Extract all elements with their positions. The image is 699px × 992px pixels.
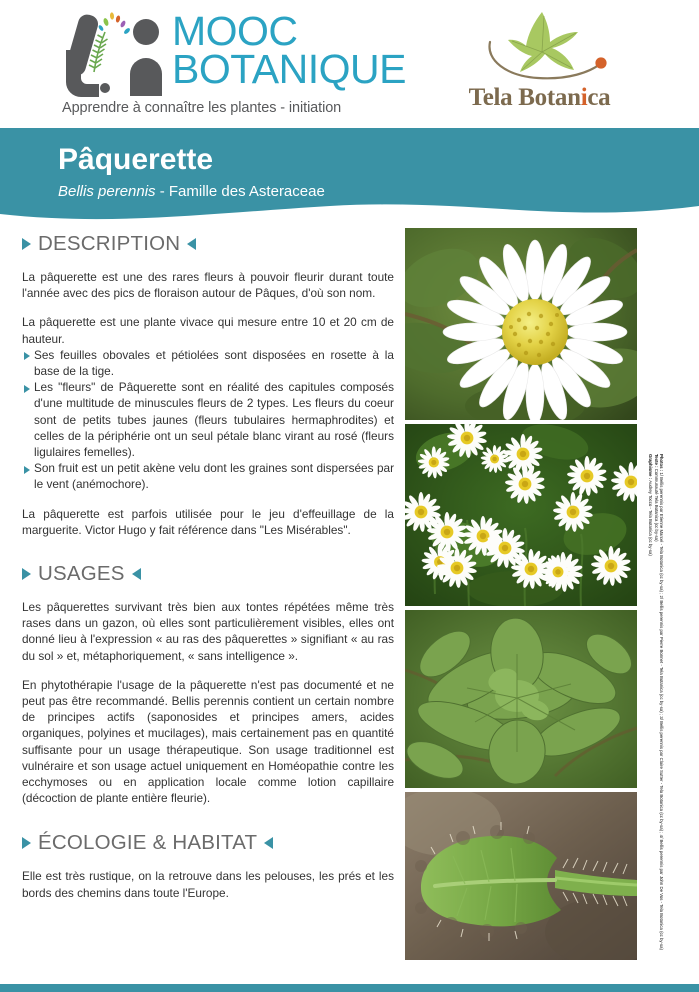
bullet-item: Ses feuilles obovales et pétiolées sont disposées en rosette à la base de la tige. <box>22 347 394 379</box>
tela-word-accent: i <box>580 84 588 111</box>
photo-column <box>405 228 637 964</box>
section-usages <box>22 562 394 806</box>
photo-daisy-closeup <box>405 228 637 420</box>
triangle-left-icon <box>22 238 31 250</box>
paragraph: La pâquerette est parfois utilisée pour le jeu d'effeuillage de la marguerite. Victor Hugo y fait référence dans "Les Misérables". <box>22 506 394 537</box>
credits-text-label: Texte : <box>653 454 659 469</box>
mooc-logo-tagline: Apprendre à connaître les plantes - initiation <box>62 100 342 116</box>
section-heading-label: USAGES <box>38 562 125 586</box>
tela-word-part1: Tela Botan <box>468 84 581 111</box>
triangle-left-icon <box>22 837 31 849</box>
credits-graphisme-line <box>648 454 653 992</box>
photo-leaf-detail <box>405 792 637 960</box>
section-heading-usages <box>22 562 394 586</box>
credits-graphisme-value: Audrey Tocco - Tela Botanica (cc by-sa) <box>648 480 654 556</box>
photo-leaf-rosette <box>405 610 637 788</box>
title-banner <box>0 128 699 226</box>
tela-word-part2: ca <box>587 84 611 111</box>
section-heading-label: ÉCOLOGIE & HABITAT <box>38 831 258 855</box>
photo-credits <box>642 454 664 992</box>
section-heading-description <box>22 232 394 256</box>
credits-photos-line <box>659 454 664 992</box>
section-heading-label: DESCRIPTION <box>38 232 181 255</box>
triangle-right-icon <box>187 238 196 250</box>
section-ecologie-habitat <box>22 831 394 900</box>
banner-subtitle <box>58 183 325 200</box>
credits-text-line <box>653 454 658 992</box>
leaf-swoosh-icon <box>482 8 612 86</box>
paragraph: La pâquerette est une plante vivace qui mesure entre 10 et 20 cm de hauteur. <box>22 315 394 346</box>
paragraph: Elle est très rustique, on la retrouve dans les pelouses, les prés et les bords des chemins dans toute l'Europe. <box>22 869 394 900</box>
credits-text-value: Communauté Tela Botanica (cc by-sa) <box>653 468 659 542</box>
triangle-left-icon <box>22 568 31 580</box>
section-heading-ecologie <box>22 831 394 855</box>
mooc-logo-line1: MOOC <box>172 8 298 54</box>
page-title: Pâquerette <box>58 143 214 176</box>
triangle-right-icon <box>264 837 273 849</box>
paragraph: La pâquerette est une des rares fleurs à pouvoir fleurir durant toute l'année avec des pics de floraison autour de Pâques, d'où son nom. <box>22 270 394 301</box>
text-column <box>22 232 394 914</box>
spacer <box>22 493 394 506</box>
page-header <box>0 0 699 128</box>
bullet-item: Son fruit est un petit akène velu dont les graines sont dispersées par le vent (anémochore). <box>22 460 394 492</box>
magnifier-plant-person-icon <box>60 10 170 98</box>
credits-photos-text: 1/ Bellis perennis par Etienne Marcel - Tela Botanica (cc by-sa) ; 2/ Bellis perennis par Pierre Bonnet - Tela Botanica (cc by-sa) ; 3/ Bellis perennis par Claire Sutter - Tela Botanica (cc by-sa) ; 4/ Bellis perennis par John De Vos - Tela Botanica (cc by-sa) <box>659 472 664 950</box>
bullet-item: Les "fleurs" de Pâquerette sont en réalité des capitules composés d'une multitude de minuscules fleurs de 2 types. Les fleurs du coeur sont de petits tubes jaunes (fleurs tubulaires hermaphrodites) et celles de la périphérie ont un seul pétale blanc virant au rosé (fleurs ligulaires femelles). <box>22 379 394 460</box>
credits-photos-label: Photos : <box>659 454 664 473</box>
triangle-right-icon <box>132 568 141 580</box>
mooc-botanique-logo <box>60 8 406 120</box>
photo-daisy-field <box>405 424 637 606</box>
scientific-name: Bellis perennis <box>58 183 156 200</box>
mooc-logo-wordmark <box>172 8 406 92</box>
page-body <box>0 226 699 984</box>
family-text: - Famille des Asteraceae <box>155 183 325 200</box>
paragraph: Les pâquerettes survivant très bien aux tontes répétées même très rases dans un gazon, où elles sont particulièrement visibles, elles ont donné lieu à l'expression « au ras des pâquerettes » signifiant « au ras du sol » et, métaphoriquement, « sans intelligence ». <box>22 600 394 663</box>
section-description <box>22 232 394 538</box>
footer-bar <box>0 984 699 992</box>
tela-botanica-wordmark <box>452 84 627 112</box>
banner-text-group <box>58 142 325 200</box>
paragraph: En phytothérapie l'usage de la pâquerette n'est pas documenté et ne peut pas être recommandé. Bellis perennis contient un certain nombre de principes actifs (saponosides et principes amers, acides organiques, polyines et mucilages), mais certainement pas en quantité suffisante pour un usage thérapeutique. Son usage traditionnel est vulnéraire et son usage actuel uniquement en Homéopathie contre les ecchymoses ou en application locale comme lotion capillaire (décoction de plante entière fleurie). <box>22 677 394 806</box>
mooc-logo-line2: BOTANIQUE <box>172 46 406 92</box>
tela-botanica-logo <box>452 8 627 120</box>
credits-graphisme-label: Graphisme : <box>648 454 654 481</box>
